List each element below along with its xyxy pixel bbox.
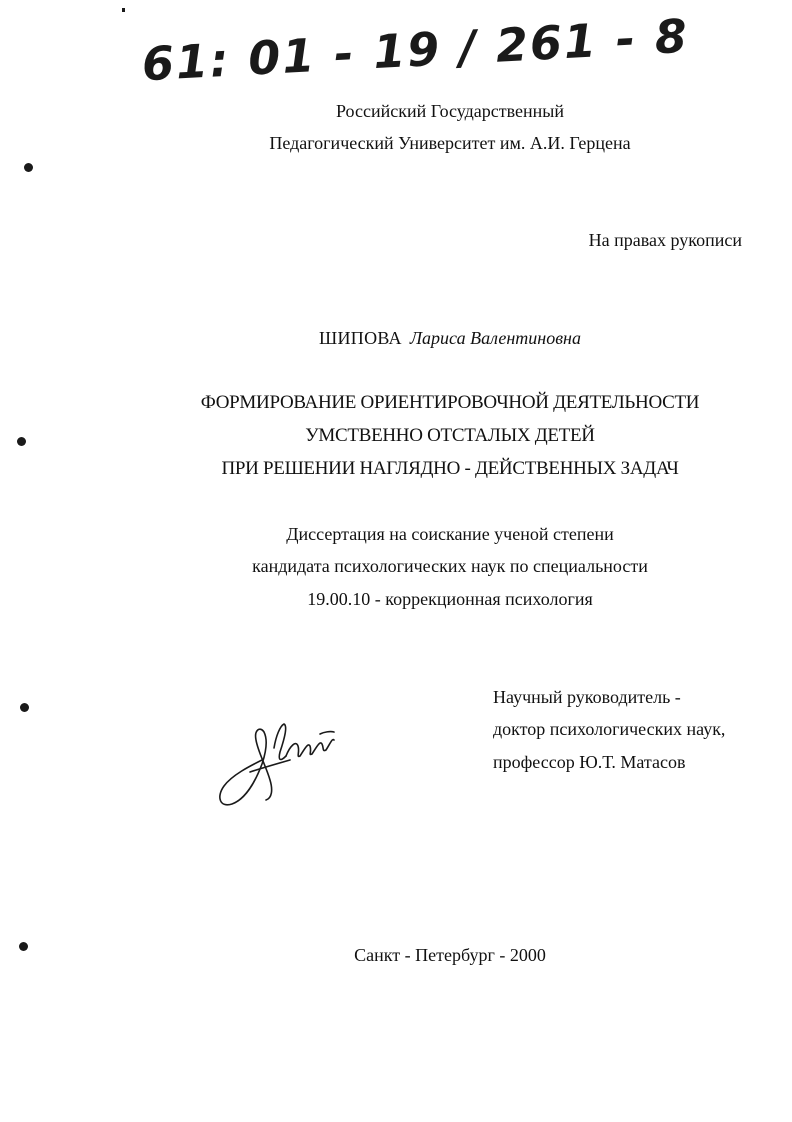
author-surname: ШИПОВА (319, 328, 402, 348)
dissertation-title-line-2: УМСТВЕННО ОТСТАЛЫХ ДЕТЕЙ (305, 425, 595, 446)
university-line-2: Педагогический Университет им. А.И. Герцена (269, 133, 631, 153)
dissertation-title-line-3: ПРИ РЕШЕНИИ НАГЛЯДНО - ДЕЙСТВЕННЫХ ЗАДАЧ (221, 458, 679, 479)
dissertation-title-line-1: ФОРМИРОВАНИЕ ОРИЕНТИРОВОЧНОЙ ДЕЯТЕЛЬНОСТИ (200, 392, 700, 413)
archive-number-text: 61: 01 - 19 / 261 - 8 (140, 8, 691, 92)
supervisor-line-2: доктор психологических наук, (493, 719, 726, 739)
author-given-names: Лариса Валентиновна (409, 328, 581, 348)
degree-line-3: 19.00.10 - коррекционная психология (307, 589, 593, 609)
university-line-1: Российский Государственный (335, 101, 565, 121)
supervisor-line-1: Научный руководитель - (493, 687, 681, 707)
degree-line-2: кандидата психологических наук по специальности (252, 556, 648, 576)
place-and-year: Санкт - Петербург - 2000 (354, 945, 546, 965)
supervisor-line-3: профессор Ю.Т. Матасов (493, 752, 686, 772)
degree-line-1: Диссертация на соискание ученой степени (286, 524, 614, 544)
manuscript-rights: На правах рукописи (588, 230, 742, 250)
